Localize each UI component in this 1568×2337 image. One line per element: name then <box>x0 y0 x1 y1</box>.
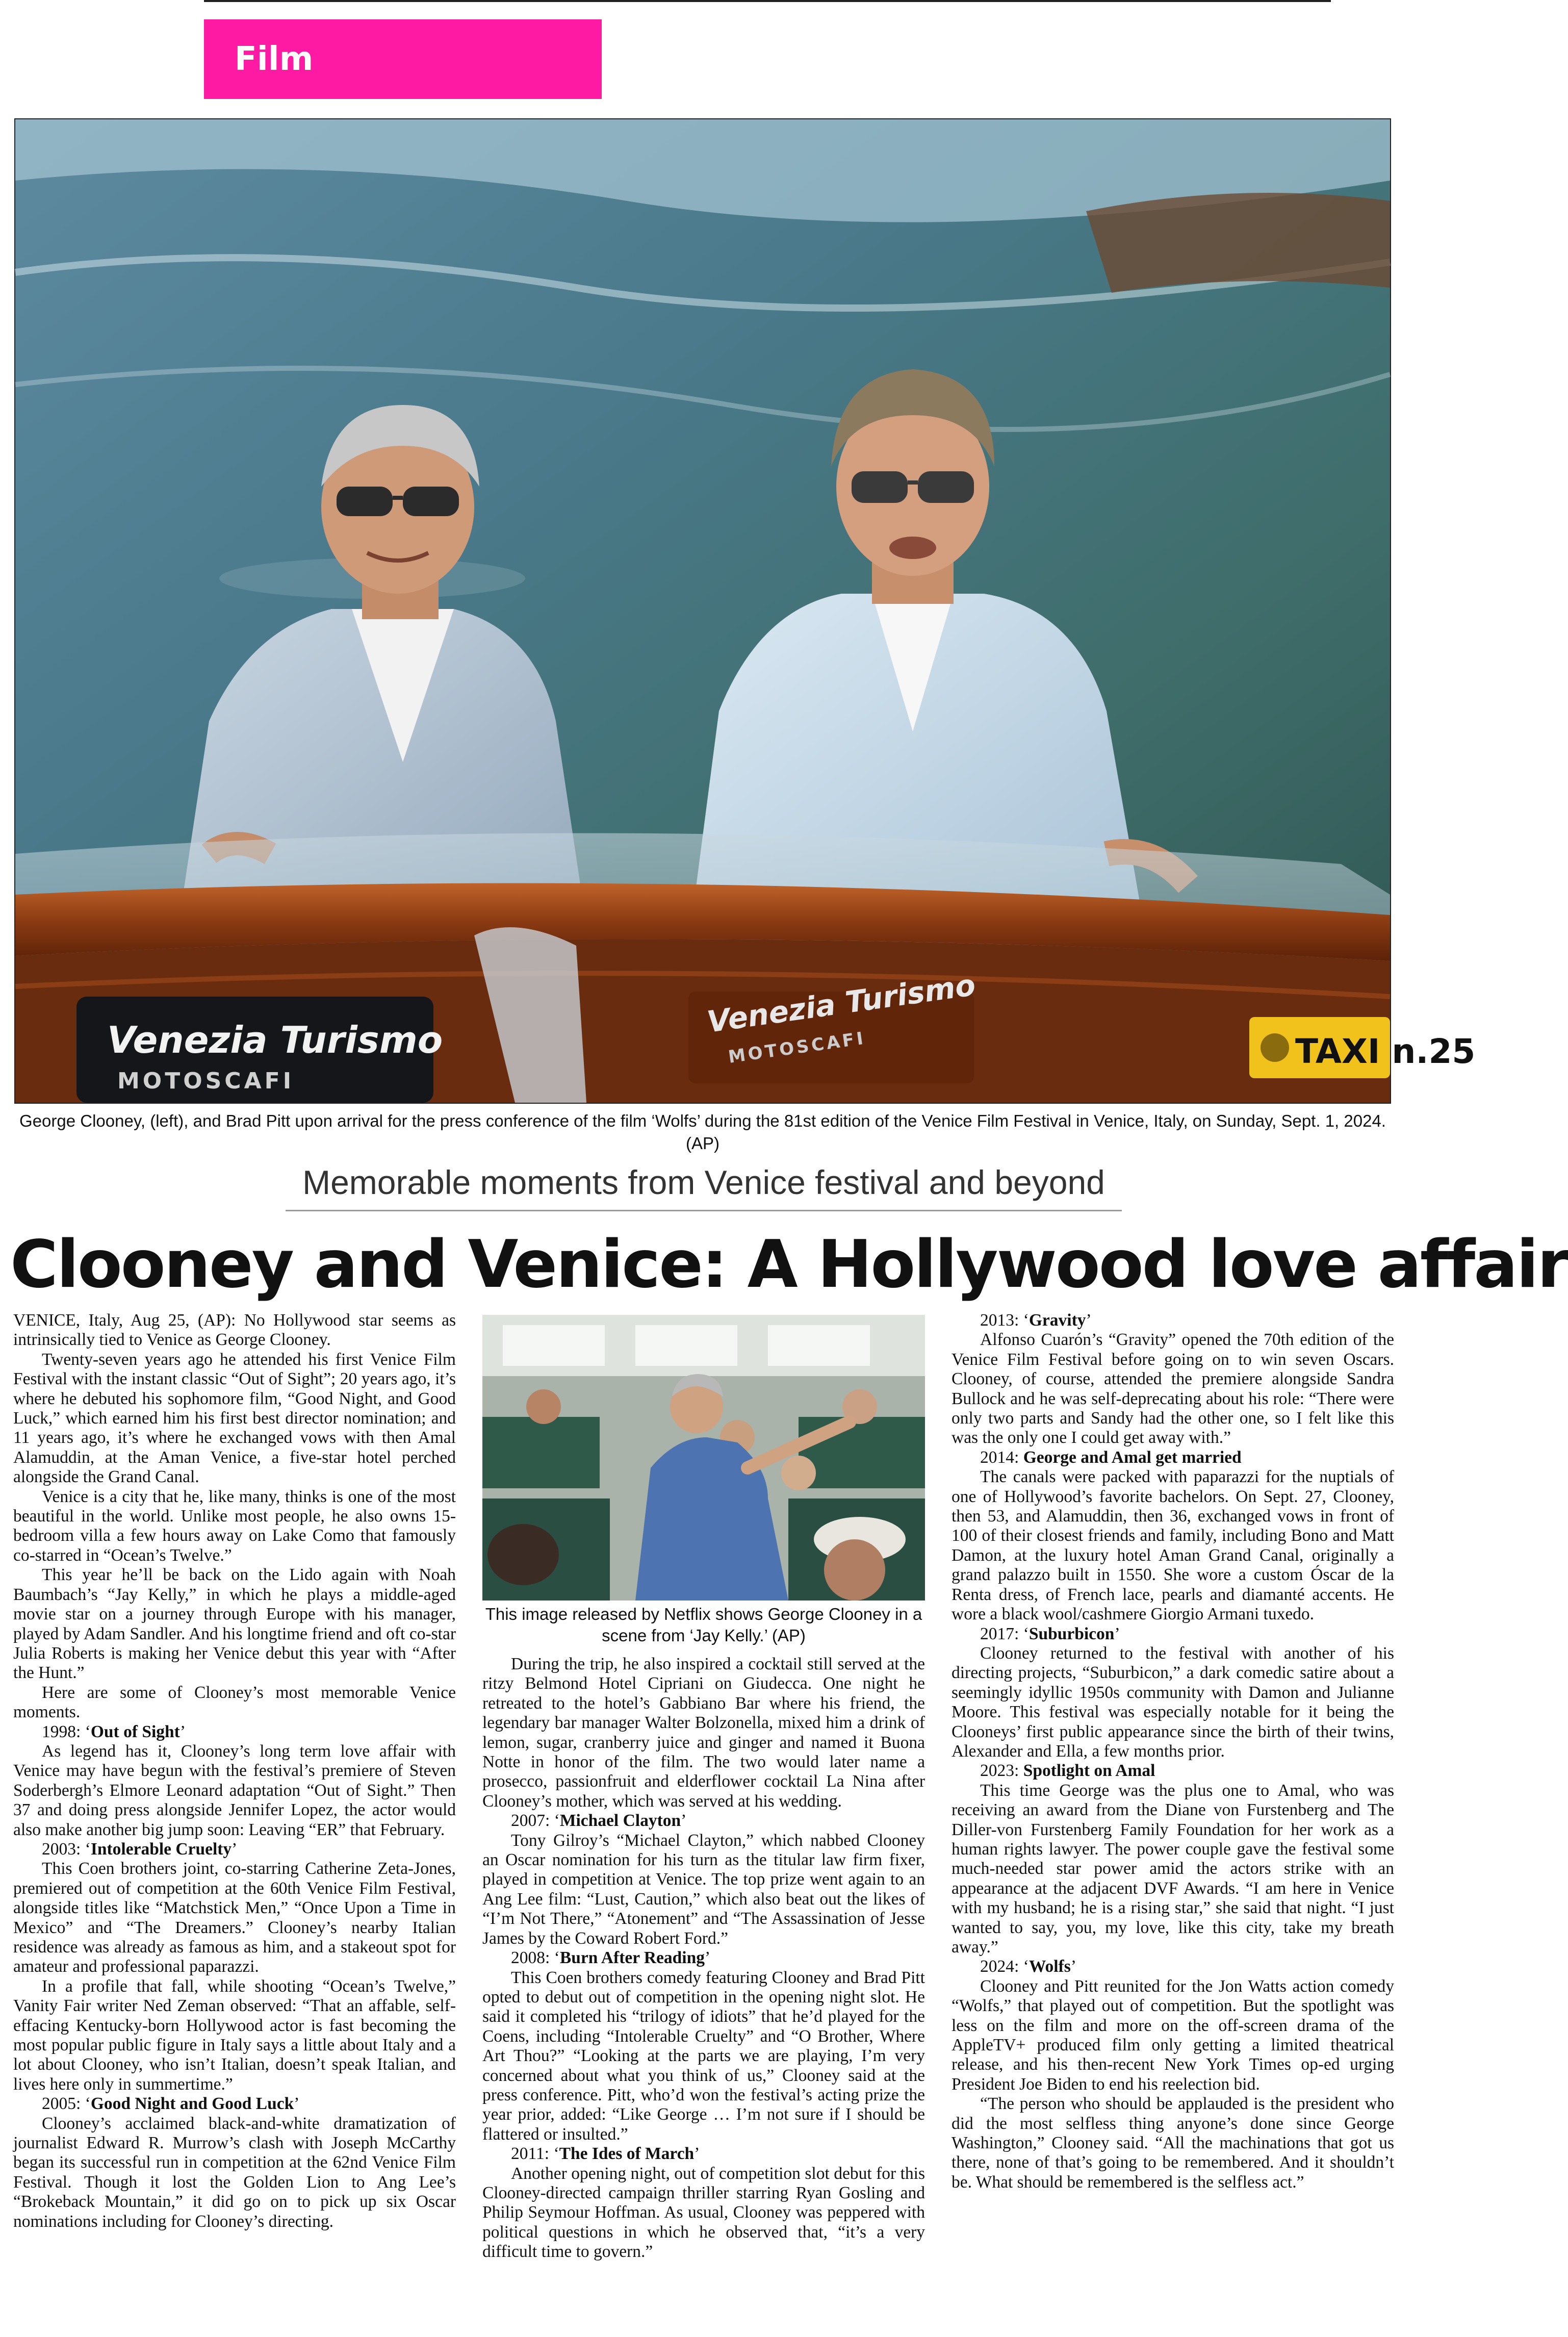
paragraph: Here are some of Clooney’s most memorable Venice moments. <box>13 1683 456 1722</box>
article-column-3 <box>952 1311 1394 2326</box>
subhead-rule <box>286 1210 1122 1211</box>
year-heading: 2005: ‘Good Night and Good Luck’ <box>42 2094 300 2114</box>
year-heading: 2024: ‘Wolfs’ <box>980 1957 1076 1976</box>
paragraph: Clooney returned to the festival with another of his directing projects, “Suburbicon,” a dark comedic satire about a seemingly idyllic 1950s community with Damon and Julianne Moore. This festival was especially notable for it being the Clooneys’ first public appearance since the birth of their twins, Alexander and Ella, a few months prior. <box>952 1643 1394 1761</box>
paragraph: This year he’ll be back on the Lido again with Noah Baumbach’s “Jay Kelly,” in which he plays a middle-aged movie star on a journey through Europe with his manager, played by Adam Sandler. And his longtime friend and oft co-star Julia Roberts is making her Venice debut this year with “After the Hunt.” <box>13 1565 456 1683</box>
taxi-plate: TAXI n.25 <box>1295 1032 1476 1071</box>
section-tag: Film <box>204 19 602 99</box>
year-heading: 2011: ‘The Ides of March’ <box>511 2144 700 2164</box>
hero-photo-illustration <box>15 119 1476 1103</box>
paragraph: Clooney and Pitt reunited for the Jon Watts action comedy “Wolfs,” that played out of competition. But the spotlight was less on the film and more on the off-screen drama of the AppleTV+ produced film only getting a limited theatrical release, and his then-recent New York Times op-ed urging President Joe Biden to end his reelection bid. <box>952 1976 1394 2094</box>
paragraph: Venice is a city that he, like many, thinks is one of the most beautiful in the world. Unlike most people, he also owns 15-bedroom villa a few hours away on Lake Como that famously co-starred in “Ocean’s Twelve.” <box>13 1487 456 1565</box>
paragraph: Alfonso Cuarón’s “Gravity” opened the 70th edition of the Venice Film Festival before going on to win seven Oscars. Clooney, of course, attended the premiere alongside Sandra Bullock and he was self-deprecating about his role: “There were only two parts and Sandy had the other one, so I felt like this was the only one I could get away with.” <box>952 1330 1394 1447</box>
year-heading: 2003: ‘Intolerable Cruelty’ <box>42 1839 238 1859</box>
boat-sign-brand-2: Venezia Turismo <box>705 967 978 1039</box>
year-heading: 2014: George and Amal get married <box>980 1447 1242 1467</box>
year-heading: 2008: ‘Burn After Reading’ <box>511 1948 711 1968</box>
hero-caption: George Clooney, (left), and Brad Pitt upon arrival for the press conference of the film ‘Wolfs’ during the 81st edition of the Venice Film Festival in Venice, Italy, on Sunday, Sept. 1, 2024. (AP) <box>19 1111 1386 1153</box>
article-headline: Clooney and Venice: A Hollywood love affair <box>10 1227 1568 1303</box>
inset-photo-illustration <box>482 1315 925 1601</box>
paragraph: As legend has it, Clooney’s long term love affair with Venice may have begun with the festival’s premiere of Steven Soderbergh’s Elmore Leonard adaptation “Out of Sight.” Then 37 and doing press alongside Jennifer Lopez, the actor would also make another big jump soon: Leaving “ER” that February. <box>13 1741 456 1839</box>
article-column-1 <box>13 1311 456 2326</box>
hero-photo <box>14 118 1476 1104</box>
paragraph: This Coen brothers joint, co-starring Catherine Zeta-Jones, premiered out of competition at the 60th Venice Film Festival, alongside titles like “Matchstick Men,” “Once Upon a Time in Mexico” and “The Dreamers.” Clooney’s nearby Italian residence was already as famous as him, and a stakeout spot for amateur and professional paparazzi. <box>13 1859 456 1976</box>
inset-photo <box>482 1315 925 1601</box>
year-heading: 2023: Spotlight on Amal <box>980 1761 1155 1781</box>
year-heading: 2007: ‘Michael Clayton’ <box>511 1811 687 1831</box>
paragraph: Twenty-seven years ago he attended his first Venice Film Festival with the instant classic “Out of Sight”; 20 years ago, it’s where he debuted his sophomore film, “Good Night, and Good Luck,” which earned him his first best director nomination; and 11 years ago, it’s where he exchanged vows with then Amal Alamuddin, at the Aman Venice, a five-star hotel perched alongside the Grand Canal. <box>13 1350 456 1487</box>
paragraph: Another opening night, out of competition slot debut for this Clooney-directed campaign thriller starring Ryan Gosling and Philip Seymour Hoffman. As usual, Clooney was peppered with political questions in which he observed that, “it’s a very difficult time to govern.” <box>482 2164 925 2262</box>
paragraph: In a profile that fall, while shooting “Ocean’s Twelve,” Vanity Fair writer Ned Zeman observed: “That an affable, self-effacing Kentucky-born Hollywood actor is fast becoming the most popular public figure in Italy says a little about Italy and a lot about Clooney, who isn’t Italian, doesn’t speak Italian, and lives here only in summertime.” <box>13 1976 456 2094</box>
boat-sign-sub-2: MOTOSCAFI <box>727 1028 867 1068</box>
inset-caption: This image released by Netflix shows George Clooney in a scene from ‘Jay Kelly.’ (AP) <box>485 1605 922 1645</box>
paragraph: During the trip, he also inspired a cocktail still served at the ritzy Belmond Hotel Cipriani on Giudecca. One night he retreated to the hotel’s Gabbiano Bar where his friend, the legendary bar manager Walter Bolzonella, mixed him a drink of lemon, sugar, cranberry juice and ginger and named it Buona Notte in honor of the film. The two would later name a prosecco, passionfruit and elderflower cocktail La Nina after Clooney’s mother, which was served at his wedding. <box>482 1655 925 1811</box>
article-column-2 <box>482 1655 925 2326</box>
top-rule <box>204 0 1331 2</box>
paragraph: VENICE, Italy, Aug 25, (AP): No Hollywood star seems as intrinsically tied to Venice as George Clooney. <box>13 1311 456 1350</box>
year-heading: 2017: ‘Suburbicon’ <box>980 1624 1120 1643</box>
year-heading: 1998: ‘Out of Sight’ <box>42 1722 186 1741</box>
paragraph: This Coen brothers comedy featuring Clooney and Brad Pitt opted to debut out of competition in the opening night slot. He said it completed his “trilogy of idiots” that he’d played for the Coens, including “Intolerable Cruelty” and “O Brother, Where Art Thou?” “Looking at the parts we are playing, I’m very concerned about what you think of us,” Clooney said at the press conference. Pitt, who’d won the festival’s acting prize the year prior, added: “Like George … I’m not sure if I should be flattered or insulted.” <box>482 1968 925 2144</box>
paragraph: Clooney’s acclaimed black-and-white dramatization of journalist Edward R. Murrow’s clash with Joseph McCarthy began its successful run in competition at the 62nd Venice Film Festival. Though it lost the Golden Lion to Ang Lee’s “Brokeback Mountain,” it did go on to pick up six Oscar nominations including for Clooney’s directing. <box>13 2114 456 2231</box>
year-heading: 2013: ‘Gravity’ <box>980 1311 1092 1330</box>
article-subhead: Memorable moments from Venice festival and beyond <box>302 1163 1105 1201</box>
boat-sign-brand: Venezia Turismo <box>107 1019 443 1061</box>
boat-sign-sub: MOTOSCAFI <box>117 1068 295 1094</box>
paragraph: The canals were packed with paparazzi for the nuptials of one of Hollywood’s favorite bachelors. On Sept. 27, Clooney, then 53, and Alamuddin, then 36, exchanged vows in front of 100 of their closest friends and family, including Bono and Matt Damon, at the luxury hotel Aman Grand Canal, originally a grand palazzo built in 1550. She wore a custom Óscar de la Renta dress, of French lace, pearls and diamanté accents. He wore a black wool/cashmere Giorgio Armani tuxedo. <box>952 1467 1394 1624</box>
paragraph: “The person who should be applauded is the president who did the most selfless thing anyone’s done since George Washington,” Clooney said. “All the machinations that got us there, none of that’s going to be remembered. And it shouldn’t be. What should be remembered is the selfless act.” <box>952 2094 1394 2192</box>
paragraph: This time George was the plus one to Amal, who was receiving an award from the Diane von Furstenberg and The Diller-von Furstenberg Family Foundation for her work as a human rights lawyer. The power couple gave the festival some much-needed star power amid the actors strike with an appearance at the adjacent DVF Awards. “I am here in Venice with my husband; he is a rising star,” she said that night. “I just wanted to say, you, my love, like this city, take my breath away.” <box>952 1781 1394 1957</box>
paragraph: Tony Gilroy’s “Michael Clayton,” which nabbed Clooney an Oscar nomination for his turn as the titular law firm fixer, played in competition at Venice. The top prize went again to an Ang Lee film: “Lust, Caution,” which also beat out the likes of “I’m Not There,” “Atonement” and “The Assassination of Jesse James by the Coward Robert Ford.” <box>482 1831 925 1948</box>
